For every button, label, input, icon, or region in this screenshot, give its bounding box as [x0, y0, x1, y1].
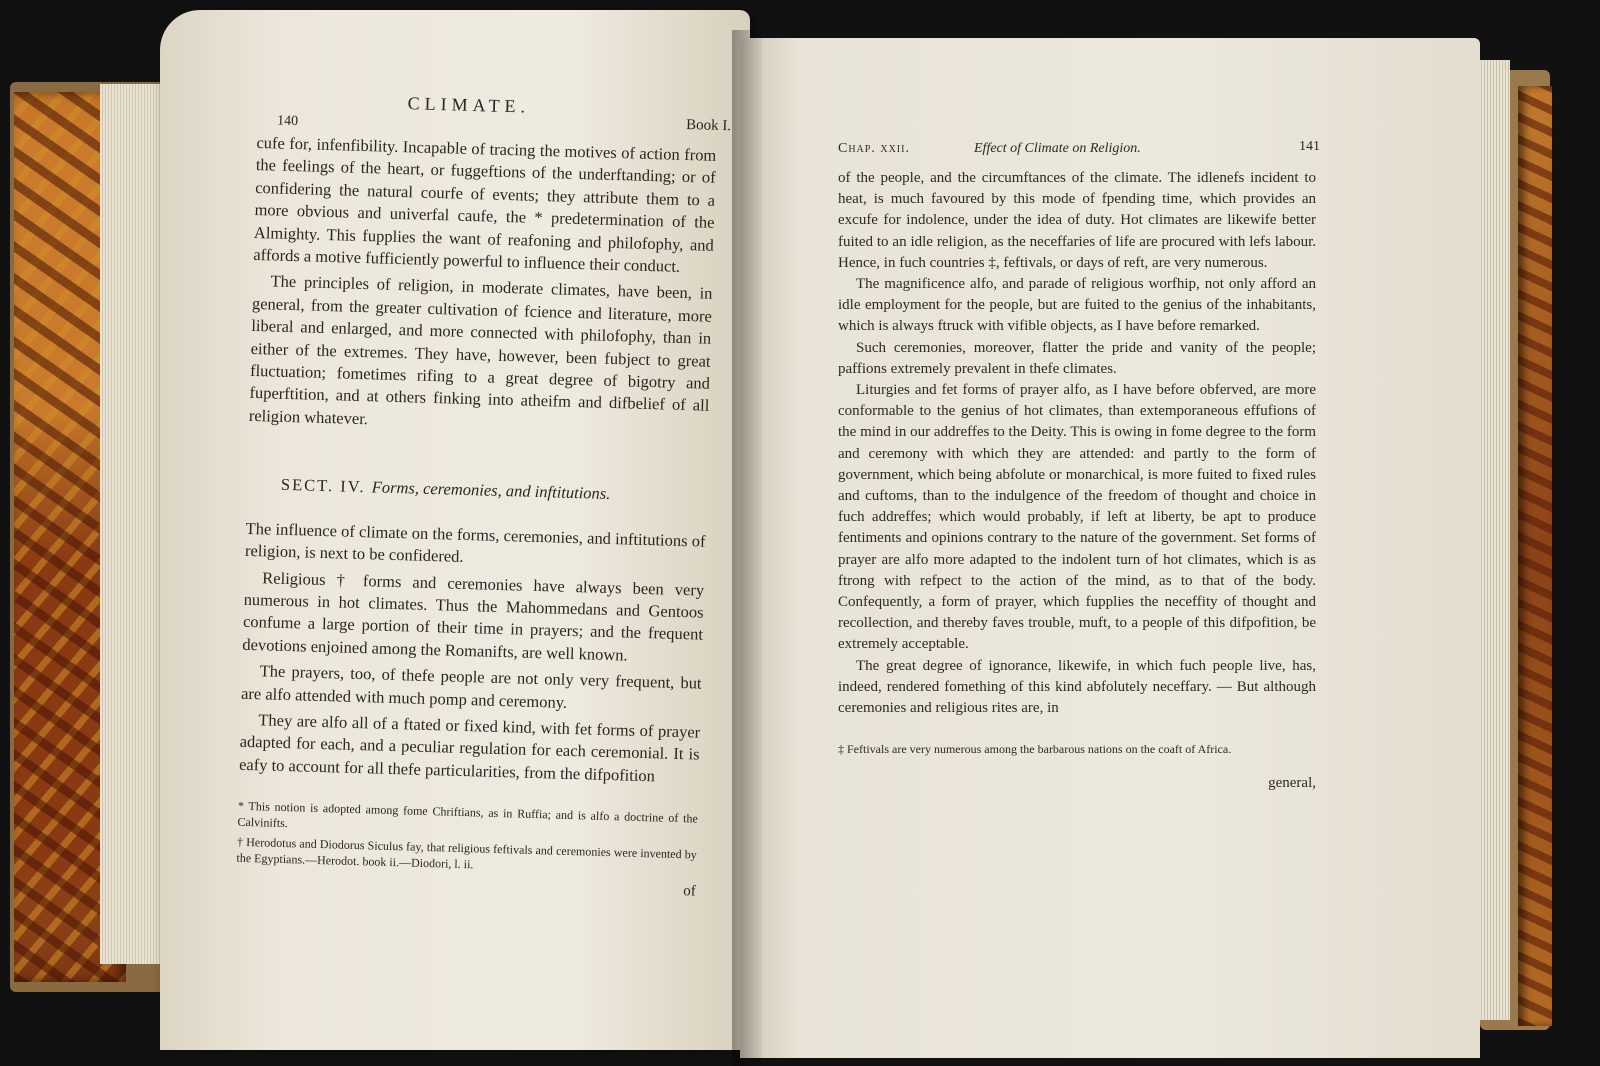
marbled-edge-right	[1518, 86, 1552, 1026]
right-catchword-row	[838, 773, 1316, 797]
left-paragraph: The principles of religion, in moderate climates, have been, in general, from the greater cultivation of fcience and literature, more liberal and enlarged, and more connected with philofophy, than in either of the extremes. They have, however, been fubject to great fluctuation; fometimes rifing to a great degree of bigotry and fuperftition, and at others finking into atheifm and difbelief of all religion whatever.	[248, 271, 713, 429]
section-title: Forms, ceremonies, and inftitutions.	[371, 477, 611, 504]
section-paragraph: The prayers, too, of thefe people are not only very frequent, but are alfo attended with much pomp and ceremony.	[240, 661, 702, 712]
right-paragraph: of the people, and the circumftances of the climate. The idlenefs incident to heat, is much favoured by this mode of fpending time, which provides an excufe for indolence, under the idea of duty. Hot climates are likewife better fuited to an idle religion, as the neceffaries of life are procured with lefs labour. Hence, in fuch countries ‡, feftivals, or days of reft, are very numerous.	[838, 170, 1316, 271]
footnote: * This notion is adopted among fome Chriftians, as in Ruffia; and is alfo a doctrine of the Calvinifts.	[237, 798, 698, 831]
section-heading	[281, 474, 707, 508]
right-catchword: general,	[1268, 775, 1316, 792]
book-gutter	[732, 30, 762, 1066]
right-page-header	[838, 136, 1320, 168]
right-paragraph: The great degree of ignorance, likewife, in which fuch people live, has, indeed, rendered fomething of this kind abfolutely neceffary. — But although ceremonies and religious rites are, in	[838, 657, 1316, 717]
right-paragraph: The magnificence alfo, and parade of religious worfhip, not only afford an idle employment for the people, but are fuited to the genius of the inhabitants, which is always ftruck with vifible objects, as I have before remarked.	[838, 276, 1316, 335]
left-footnotes	[236, 798, 698, 879]
left-running-head: CLIMATE.	[407, 93, 531, 117]
right-running-head: Effect of Climate on Religion.	[974, 141, 1141, 156]
left-catchword: of	[683, 883, 696, 900]
left-page-number: 140	[276, 113, 299, 130]
left-page-text	[236, 88, 732, 903]
right-paragraph: Such ceremonies, moreover, flatter the pride and vanity of the people; paffions extremely prevalent in thefe climates.	[838, 339, 1316, 377]
right-page-number: 141	[1299, 139, 1320, 154]
section-paragraph: The influence of climate on the forms, ceremonies, and inftitutions of religion, is next to be confidered.	[244, 518, 706, 567]
right-paragraph: Liturgies and fet forms of prayer alfo, as I have before obferved, are more conformable to the genius of hot climates, than extemporaneous effufions of the mind in our addreffes to the Deity. This is owing in fome degree to the form and ceremony with which they are attended: and partly to the form of government, which being abfolute or monarchical, is more fuited to fixed rules and cuftoms, than to the indulgence of the freedom of thought and choice in fuch addreffes; which would probably, if left at liberty, be apt to produce fentiments and opinions contrary to the nature of the government. Set forms of prayer are alfo more adapted to the indolent turn of hot climates, which is as ftrong with refpect to the action of the mind, as to that of the body. Confequently, a form of prayer, which fupplies the neceffity of thought and recollection, and thereby faves trouble, muft, to a people of this difpofition, be extremely acceptable.	[838, 382, 1316, 653]
section-paragraph: Religious † forms and ceremonies have always been very numerous in hot climates. Thus the Mahommedans and Gentoos confume a large portion of their time in prayers; and the frequent devotions enjoined among the Romanifts, are well known.	[242, 567, 705, 665]
right-footnote: ‡ Feftivals are very numerous among the barbarous nations on the coaft of Africa.	[838, 742, 1232, 757]
right-page-text	[838, 136, 1320, 797]
chapter-label: Chap. xxii.	[838, 141, 910, 156]
left-paragraph: cufe for, infenfibility. Incapable of tracing the motives of action from the feelings of the heart, or fuggeftions of the underftanding; or of confidering the natural courfe of events; they attribute them to a more obvious and univerfal caufe, the * predetermination of the Almighty. This fupplies the want of reafoning and philofophy, and affords a motive fufficiently powerful to influence their conduct.	[253, 132, 717, 276]
footnote: † Herodotus and Diodorus Siculus fay, that religious feftivals and ceremonies were invented by the Egyptians.—Herodot. book ii.—Diodori, l. ii.	[236, 834, 697, 872]
book-label: Book I.	[685, 116, 732, 135]
section-number: SECT. IV.	[280, 475, 366, 497]
section-paragraph: They are alfo all of a ftated or fixed kind, with fet forms of prayer adapted for each, and a peculiar regulation for each ceremonial. It is eafy to account for all thefe particularities, from the difpofition	[238, 710, 701, 786]
